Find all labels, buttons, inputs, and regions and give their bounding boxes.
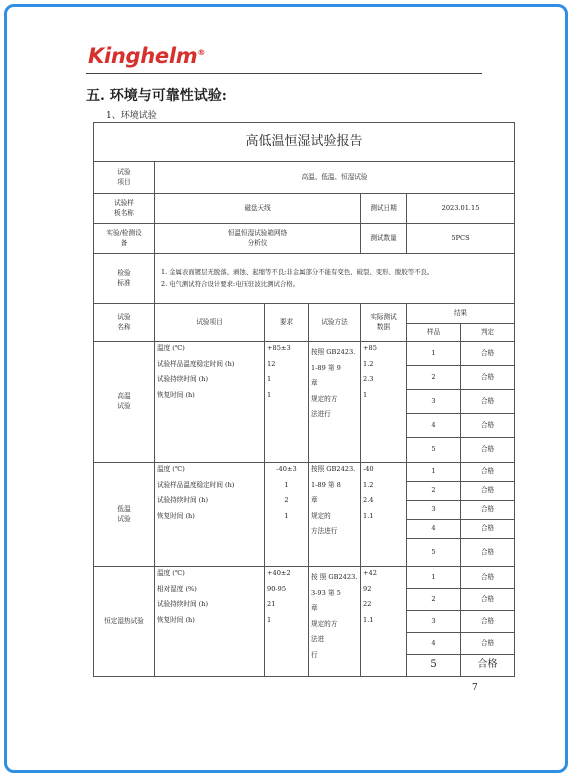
header-test-name: 试验 名称 [94, 304, 155, 342]
sample-number: 3 [407, 390, 461, 414]
header-result: 结果 [407, 304, 515, 324]
test-items: 温度 (℃) 相对湿度 (%) 试验持续时间 (h) 恢复时间 (h) [155, 567, 265, 677]
equipment-value: 恒温恒湿试验箱网络 分析仪 [155, 224, 361, 254]
section-name: 低温 试验 [94, 463, 155, 567]
sample-number: 4 [407, 414, 461, 438]
header-method: 试验方法 [309, 304, 361, 342]
sample-name-value: 磁盘天线 [155, 194, 361, 224]
criteria-line-1: 1. 金属表面镀层无脱落、剥蚀、起缩等不良;非金属部分不能有变色、破裂、变形、脱胶等不良。 [161, 267, 434, 276]
verdict: 合格 [461, 611, 515, 633]
test-method: 按照 GB2423. 1-89 第 8 章 规定的 方法进行 [309, 463, 361, 567]
verdict: 合格 [461, 438, 515, 463]
actual-data: -40 1.2 2.4 1.1 [361, 463, 407, 567]
section-heading: 五. 环境与可靠性试验: [86, 88, 227, 104]
test-method: 按 照 GB2423. 3-93 第 5 章 规定的方 法进 行 [309, 567, 361, 677]
verdict: 合格 [461, 539, 515, 567]
sample-number: 5 [407, 539, 461, 567]
page-number: 7 [472, 683, 478, 693]
sample-number: 2 [407, 589, 461, 611]
test-method: 按照 GB2423. 1-89 第 9 章 规定的方 法进行 [309, 342, 361, 463]
verdict: 合格 [461, 390, 515, 414]
header-verdict: 判定 [461, 324, 515, 342]
sample-number: 1 [407, 342, 461, 366]
header-actual-data: 实际测试 数据 [361, 304, 407, 342]
test-quantity-value: 5PCS [407, 224, 515, 254]
verdict: 合格 [461, 655, 515, 677]
requirements: +85±3 12 1 1 [265, 342, 309, 463]
sample-number: 3 [407, 501, 461, 520]
verdict: 合格 [461, 463, 515, 482]
section-name: 恒定湿热试验 [94, 567, 155, 677]
test-date-value: 2023.01.15 [407, 194, 515, 224]
header-rule [86, 73, 482, 74]
test-date-label: 测试日期 [361, 194, 407, 224]
test-items: 温度 (℃) 试验样品温度稳定时间 (h) 试验持续时间 (h) 恢复时间 (h) [155, 463, 265, 567]
sample-number: 1 [407, 463, 461, 482]
section-name: 高温 试验 [94, 342, 155, 463]
test-item-value: 高温、低温、恒湿试验 [155, 162, 515, 194]
verdict: 合格 [461, 501, 515, 520]
header-test-item: 试验项目 [155, 304, 265, 342]
kinghelm-logo: Kinghelm® [88, 44, 206, 68]
sample-number: 2 [407, 482, 461, 501]
report-title: 高低温恒湿试验报告 [94, 123, 515, 162]
header-sample: 样品 [407, 324, 461, 342]
sample-number: 2 [407, 366, 461, 390]
sample-name-label: 试验样 板名称 [94, 194, 155, 224]
criteria-label: 检验 标准 [94, 254, 155, 304]
equipment-label: 实验/检测设 备 [94, 224, 155, 254]
verdict: 合格 [461, 520, 515, 539]
requirements: +40±2 90-95 21 1 [265, 567, 309, 677]
test-report-table [93, 122, 515, 677]
sample-number: 5 [407, 655, 461, 677]
criteria-text [155, 254, 515, 304]
test-item-label: 试验 项目 [94, 162, 155, 194]
sample-number: 1 [407, 567, 461, 589]
verdict: 合格 [461, 567, 515, 589]
subsection-heading: 1、环境试验 [106, 111, 157, 121]
verdict: 合格 [461, 342, 515, 366]
header-requirement: 要求 [265, 304, 309, 342]
verdict: 合格 [461, 482, 515, 501]
verdict: 合格 [461, 366, 515, 390]
sample-number: 5 [407, 438, 461, 463]
verdict: 合格 [461, 633, 515, 655]
criteria-line-2: 2. 电气测试符合设计要求:电压驻波比测试合格。 [161, 280, 300, 288]
sample-number: 4 [407, 633, 461, 655]
requirements: -40±3 1 2 1 [265, 463, 309, 567]
verdict: 合格 [461, 414, 515, 438]
sample-number: 3 [407, 611, 461, 633]
test-items: 温度 (℃) 试验样品温度稳定时间 (h) 试验持续时间 (h) 恢复时间 (h) [155, 342, 265, 463]
actual-data: +42 92 22 1.1 [361, 567, 407, 677]
verdict: 合格 [461, 589, 515, 611]
test-quantity-label: 测试数量 [361, 224, 407, 254]
sample-number: 4 [407, 520, 461, 539]
actual-data: +85 1.2 2.3 1 [361, 342, 407, 463]
